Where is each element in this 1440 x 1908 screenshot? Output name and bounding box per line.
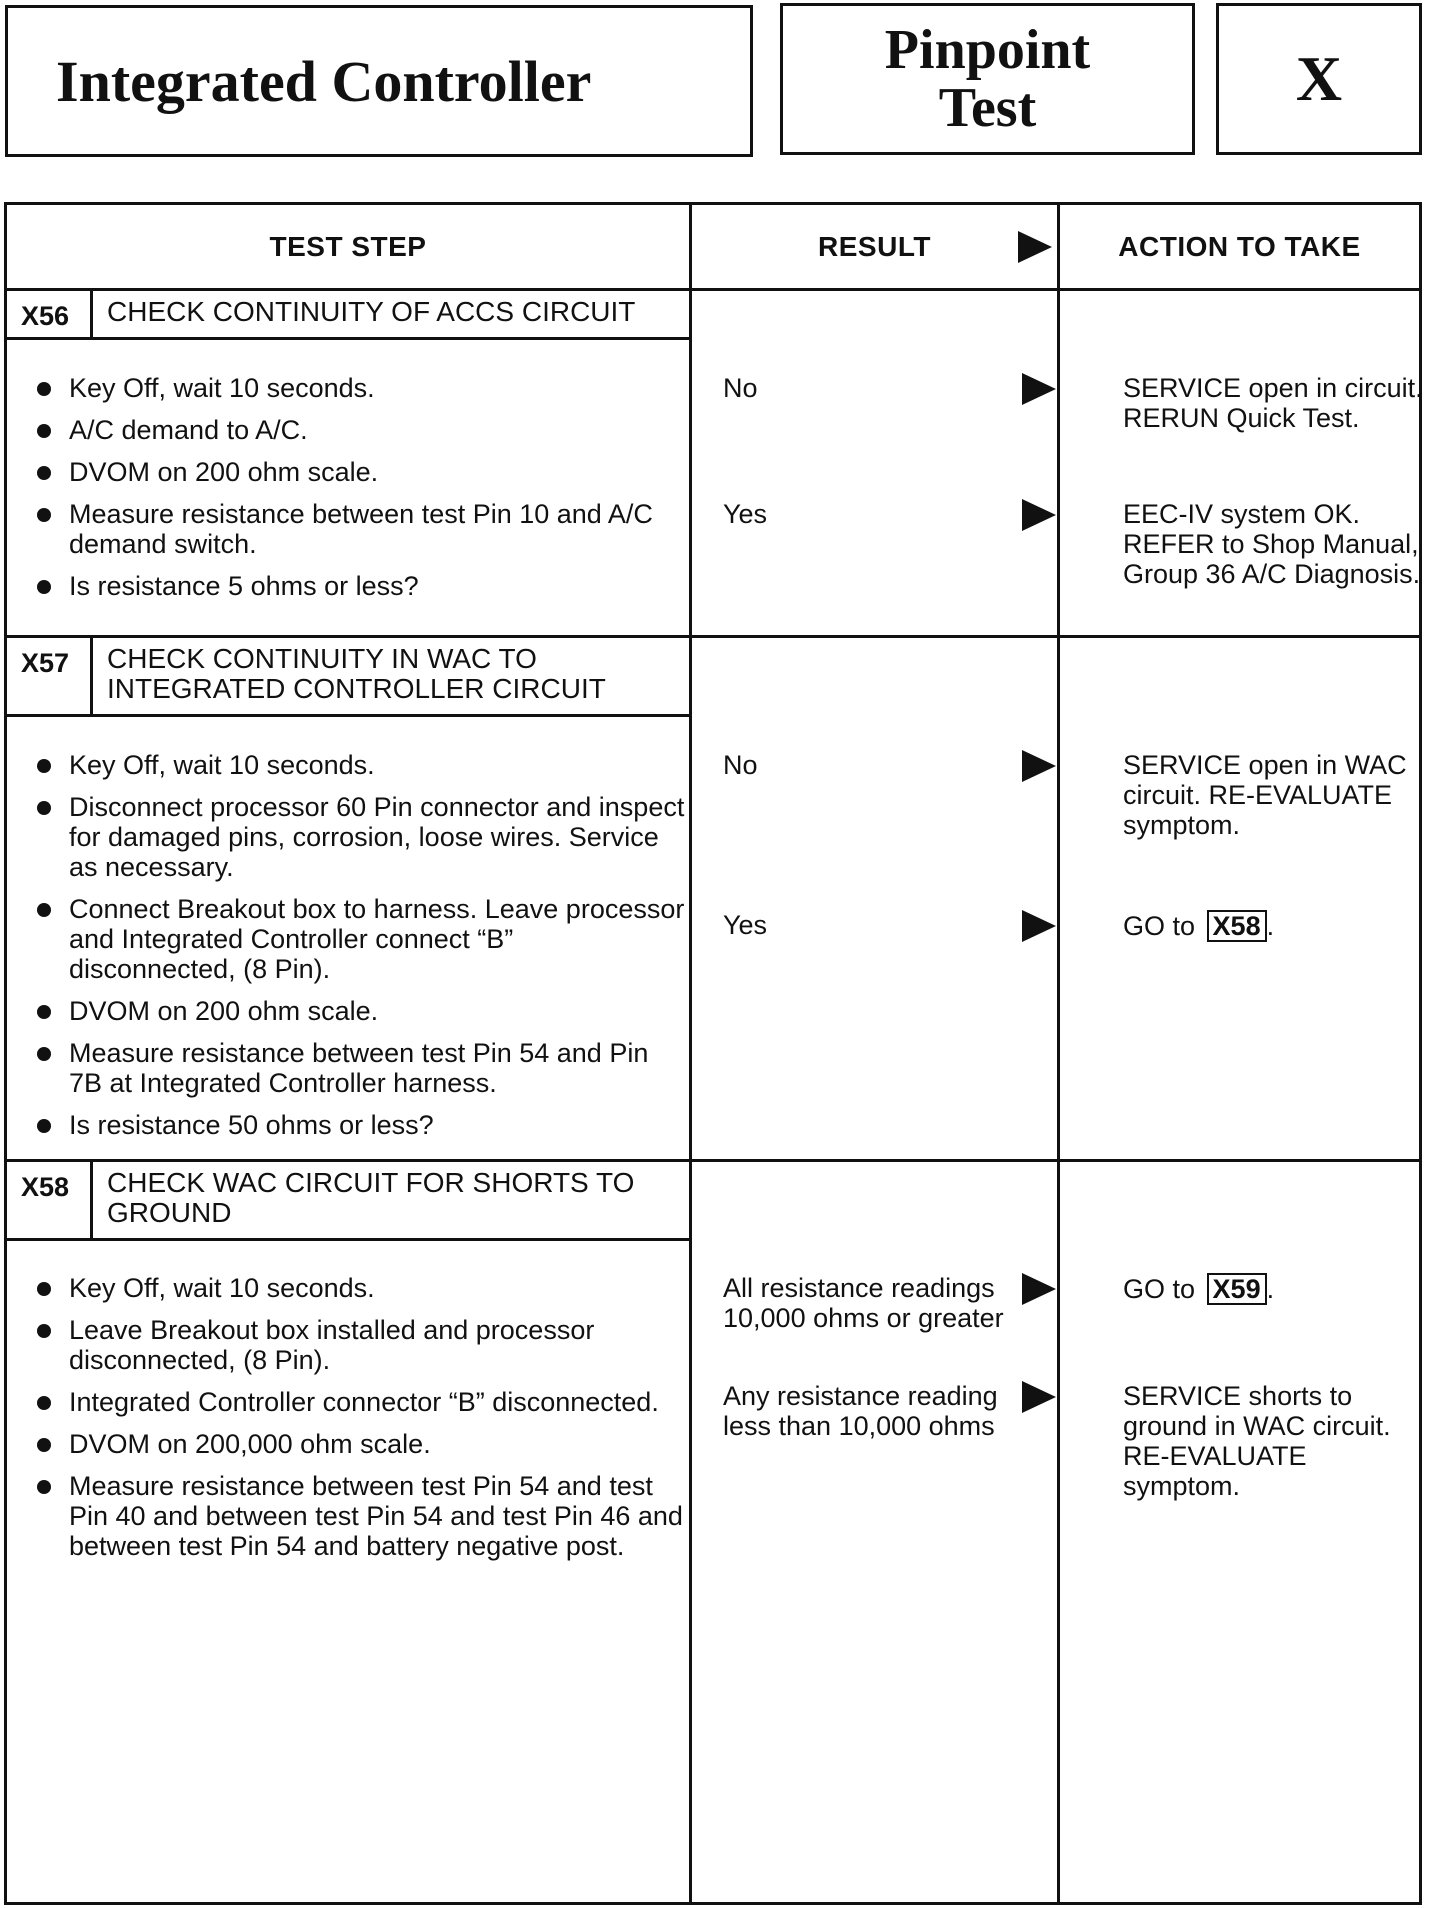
column-divider xyxy=(689,205,692,1902)
list-item: DVOM on 200,000 ohm scale. xyxy=(35,1429,685,1459)
step-id: X57 xyxy=(7,638,93,717)
list-item: Connect Breakout box to harness. Leave processor and Integrated Controller connect “B” disconnected, (8 Pin). xyxy=(35,894,685,984)
col-header-test-step: TEST STEP xyxy=(269,230,427,262)
list-item: A/C demand to A/C. xyxy=(35,415,685,445)
result-text: No xyxy=(723,373,758,403)
test-table xyxy=(4,202,1422,1905)
title-text: Integrated Controller xyxy=(56,48,592,114)
step-title: CHECK WAC CIRCUIT FOR SHORTS TO GROUND xyxy=(93,1162,690,1241)
step-title: CHECK CONTINUITY IN WAC TO INTEGRATED CONTROLLER CIRCUIT xyxy=(93,638,690,717)
step-title: CHECK CONTINUITY OF ACCS CIRCUIT xyxy=(93,291,690,340)
list-item: Is resistance 50 ohms or less? xyxy=(35,1110,685,1140)
pinpoint-line1: Pinpoint xyxy=(884,19,1091,81)
step-id: X56 xyxy=(7,291,93,340)
step-id: X58 xyxy=(7,1162,93,1241)
list-item: Disconnect processor 60 Pin connector and inspect for damaged pins, corrosion, loose wires. Service as necessary. xyxy=(35,792,685,882)
result-text: Any resistance reading less than 10,000 ohms xyxy=(723,1381,998,1441)
action-text: SERVICE open in circuit. RERUN Quick Test. xyxy=(1123,373,1423,433)
action-text: SERVICE open in WAC circuit. RE-EVALUATE symptom. xyxy=(1123,750,1407,840)
action-goto: GO to X58 . xyxy=(1123,911,1275,941)
step-reference-link[interactable]: X58 xyxy=(1207,910,1267,942)
arrow-right-icon xyxy=(1022,373,1056,405)
col-header-result: RESULT xyxy=(818,230,931,262)
list-item: Leave Breakout box installed and processor disconnected, (8 Pin). xyxy=(35,1315,685,1375)
arrow-right-icon xyxy=(1018,231,1052,263)
result-text: Yes xyxy=(723,499,768,529)
test-letter-text: X xyxy=(1295,43,1343,114)
col-header-action: ACTION TO TAKE xyxy=(1118,230,1361,262)
test-letter xyxy=(1216,3,1422,155)
result-text: Yes xyxy=(723,910,768,940)
list-item: Measure resistance between test Pin 54 and Pin 7B at Integrated Controller harness. xyxy=(35,1038,685,1098)
action-goto: GO to X59 . xyxy=(1123,1274,1275,1304)
list-item: Measure resistance between test Pin 54 and test Pin 40 and between test Pin 54 and test Pin 46 and between test Pin 54 and battery negative post. xyxy=(35,1471,685,1561)
pinpoint-test-label xyxy=(780,3,1195,155)
list-item: Integrated Controller connector “B” disconnected. xyxy=(35,1387,685,1417)
list-item: DVOM on 200 ohm scale. xyxy=(35,996,685,1026)
arrow-right-icon xyxy=(1022,910,1056,942)
action-text: EEC-IV system OK. REFER to Shop Manual, Group 36 A/C Diagnosis. xyxy=(1123,499,1421,589)
step-instructions xyxy=(35,373,685,613)
list-item: Is resistance 5 ohms or less? xyxy=(35,571,685,601)
arrow-right-icon xyxy=(1022,499,1056,531)
list-item: Key Off, wait 10 seconds. xyxy=(35,1273,685,1303)
column-divider xyxy=(1057,205,1060,1902)
arrow-right-icon xyxy=(1022,1273,1056,1305)
list-item: Key Off, wait 10 seconds. xyxy=(35,373,685,403)
arrow-right-icon xyxy=(1022,750,1056,782)
list-item: Measure resistance between test Pin 10 and A/C demand switch. xyxy=(35,499,685,559)
list-item: DVOM on 200 ohm scale. xyxy=(35,457,685,487)
page-title xyxy=(5,5,753,157)
pinpoint-line2: Test xyxy=(938,77,1037,139)
result-text: No xyxy=(723,750,758,780)
arrow-right-icon xyxy=(1022,1381,1056,1413)
step-reference-link[interactable]: X59 xyxy=(1207,1273,1267,1305)
action-text: SERVICE shorts to ground in WAC circuit. RE-EVALUATE symptom. xyxy=(1123,1381,1391,1501)
result-text: All resistance readings 10,000 ohms or greater xyxy=(723,1273,1004,1333)
list-item: Key Off, wait 10 seconds. xyxy=(35,750,685,780)
step-instructions xyxy=(35,750,685,1152)
step-instructions xyxy=(35,1273,685,1573)
